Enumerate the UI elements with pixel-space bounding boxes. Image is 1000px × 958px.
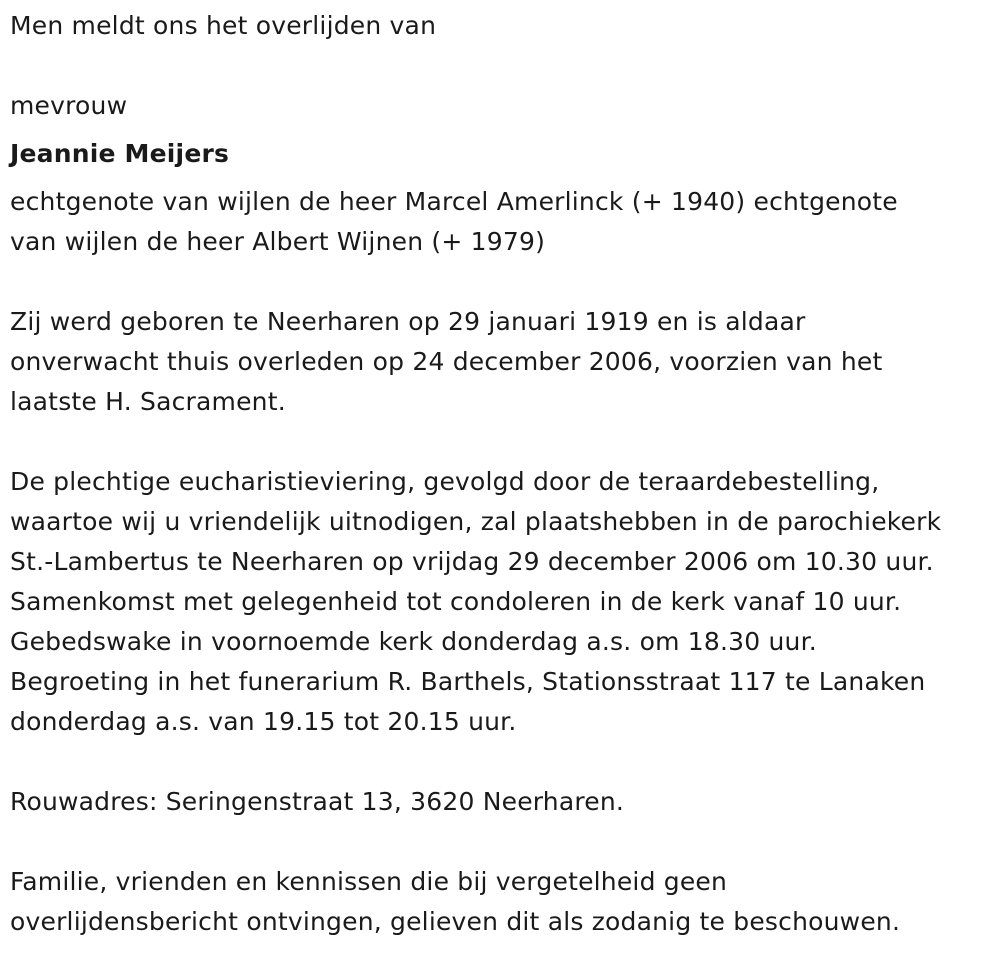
spacer [10, 422, 995, 462]
spouses-paragraph: echtgenote van wijlen de heer Marcel Amerlinck (+ 1940) echtgenote van wijlen de heer Albert Wijnen (+ 1979) [10, 187, 898, 256]
spacer [10, 742, 995, 782]
birth-death-paragraph: Zij werd geboren te Neerharen op 29 januari 1919 en is aldaar onverwacht thuis overleden op 24 december 2006, voorzien van het laatste H. Sacrament. [10, 307, 883, 416]
spacer [10, 262, 995, 302]
closing-paragraph: Familie, vrienden en kennissen die bij vergetelheid geen overlijdensbericht ontvingen, gelieven dit als zodanig te beschouwen. [10, 867, 901, 936]
address-paragraph: Rouwadres: Seringenstraat 13, 3620 Neerharen. [10, 787, 625, 816]
ceremony-paragraph: De plechtige eucharistieviering, gevolgd door de teraardebestelling, waartoe wij u vriendelijk uitnodigen, zal plaatshebben in de parochiekerk St.-Lambertus te Neerharen op vrijdag 29 december 2006 om 10.30 uur. Samenkomst met gelegenheid tot condoleren in de kerk vanaf 10 uur. Gebedswake in voornoemde kerk donderdag a.s. om 18.30 uur. Begroeting in het funerarium R. Barthels, Stationsstraat 117 te Lanaken donderdag a.s. van 19.15 tot 20.15 uur. [10, 467, 942, 736]
salutation: mevrouw [10, 91, 128, 120]
spacer [10, 822, 995, 862]
intro-line: Men meldt ons het overlijden van [10, 11, 437, 40]
deceased-name: Jeannie Meijers [10, 139, 230, 168]
spacer [10, 46, 995, 86]
obituary-document [10, 6, 995, 942]
